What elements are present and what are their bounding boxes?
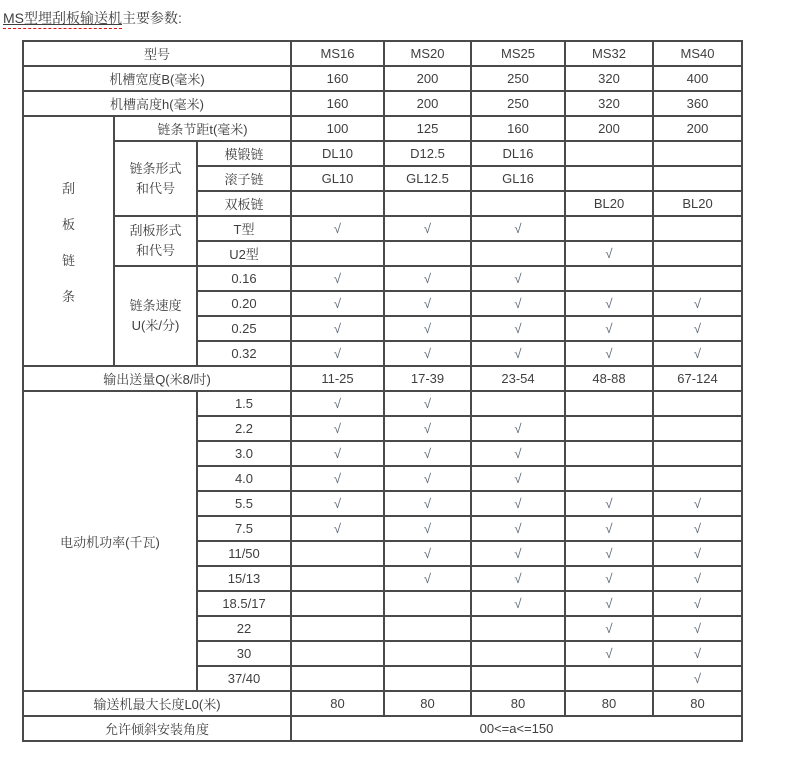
check-cell: √ (565, 241, 653, 266)
check-cell: √ (653, 291, 742, 316)
cell: D12.5 (384, 141, 471, 166)
check-cell: √ (384, 391, 471, 416)
cell: 320 (565, 66, 653, 91)
check-cell (471, 666, 565, 691)
label-double-plate-chain: 双板链 (197, 191, 291, 216)
label-power-kw: 4.0 (197, 466, 291, 491)
label-power-kw: 30 (197, 641, 291, 666)
vchar: 链 (61, 252, 75, 268)
check-cell (653, 441, 742, 466)
label-trough-height: 机槽高度h(毫米) (23, 91, 291, 116)
check-cell (653, 241, 742, 266)
check-cell (471, 391, 565, 416)
label-power-kw: 1.5 (197, 391, 291, 416)
check-cell (291, 566, 384, 591)
check-cell: √ (291, 466, 384, 491)
tilt-angle-value: 00<=a<=150 (291, 716, 742, 741)
label-power-kw: 37/40 (197, 666, 291, 691)
check-cell (653, 416, 742, 441)
check-cell: √ (565, 291, 653, 316)
cell: 160 (291, 66, 384, 91)
check-cell: √ (653, 591, 742, 616)
cell (565, 141, 653, 166)
label-speed-025: 0.25 (197, 316, 291, 341)
cell: 80 (384, 691, 471, 716)
row-max-length (23, 691, 742, 716)
check-cell: √ (384, 416, 471, 441)
label-speed-020: 0.20 (197, 291, 291, 316)
cell: DL10 (291, 141, 384, 166)
row-t-type (23, 216, 742, 241)
cell: 320 (565, 91, 653, 116)
cell: 200 (384, 91, 471, 116)
label-trough-width: 机槽宽度B(毫米) (23, 66, 291, 91)
check-cell (384, 591, 471, 616)
check-cell: √ (471, 216, 565, 241)
check-cell (565, 266, 653, 291)
check-cell: √ (291, 516, 384, 541)
cell: 67-124 (653, 366, 742, 391)
check-cell (291, 616, 384, 641)
cell: 100 (291, 116, 384, 141)
check-cell (565, 391, 653, 416)
label-model: 型号 (23, 41, 291, 66)
check-cell: √ (291, 491, 384, 516)
check-cell (565, 666, 653, 691)
check-cell: √ (291, 441, 384, 466)
check-cell (565, 416, 653, 441)
check-cell (471, 241, 565, 266)
check-cell: √ (653, 566, 742, 591)
cell: 17-39 (384, 366, 471, 391)
check-cell: √ (653, 341, 742, 366)
cell: 80 (565, 691, 653, 716)
check-cell: √ (565, 616, 653, 641)
label-power-kw: 3.0 (197, 441, 291, 466)
check-cell (653, 216, 742, 241)
check-cell: √ (384, 516, 471, 541)
check-cell (291, 666, 384, 691)
check-cell: √ (565, 541, 653, 566)
check-cell: √ (653, 516, 742, 541)
check-cell: √ (291, 316, 384, 341)
label-power-kw: 5.5 (197, 491, 291, 516)
label-speed-016: 0.16 (197, 266, 291, 291)
check-cell: √ (471, 491, 565, 516)
cell: 250 (471, 91, 565, 116)
cell: 80 (291, 691, 384, 716)
check-cell: √ (384, 466, 471, 491)
cell: BL20 (653, 191, 742, 216)
spec-table (22, 40, 743, 742)
check-cell: √ (291, 391, 384, 416)
check-cell (384, 241, 471, 266)
check-cell: √ (565, 591, 653, 616)
cell (653, 141, 742, 166)
check-cell: √ (384, 216, 471, 241)
cell: GL16 (471, 166, 565, 191)
row-trough-width (23, 66, 742, 91)
cell: 200 (653, 116, 742, 141)
check-cell: √ (384, 541, 471, 566)
check-cell (471, 641, 565, 666)
label-chain-speed (114, 266, 197, 366)
check-cell (653, 391, 742, 416)
cell: 80 (471, 691, 565, 716)
check-cell (565, 466, 653, 491)
check-cell (653, 266, 742, 291)
label-tilt-angle: 允许倾斜安装角度 (23, 716, 291, 741)
cell: 11-25 (291, 366, 384, 391)
check-cell: √ (565, 316, 653, 341)
cell: 160 (291, 91, 384, 116)
check-cell: √ (471, 291, 565, 316)
cell: 80 (653, 691, 742, 716)
label-max-length: 输送机最大长度L0(米) (23, 691, 291, 716)
cell: DL16 (471, 141, 565, 166)
check-cell: √ (565, 516, 653, 541)
label-power-kw: 22 (197, 616, 291, 641)
cell: 160 (471, 116, 565, 141)
check-cell: √ (384, 316, 471, 341)
label-power-kw: 11/50 (197, 541, 291, 566)
check-cell (384, 616, 471, 641)
check-cell (291, 541, 384, 566)
check-cell: √ (384, 266, 471, 291)
cell (565, 166, 653, 191)
check-cell: √ (291, 341, 384, 366)
row-output (23, 366, 742, 391)
check-cell: √ (565, 341, 653, 366)
title-keyword-link[interactable]: MS型埋刮板输送机 (3, 10, 122, 29)
label-power-kw: 18.5/17 (197, 591, 291, 616)
label-power-kw: 2.2 (197, 416, 291, 441)
label-output: 输出送量Q(米8/时) (23, 366, 291, 391)
check-cell: √ (471, 591, 565, 616)
label-line: 刮板形式 (129, 223, 182, 238)
check-cell: √ (471, 266, 565, 291)
check-cell: √ (471, 316, 565, 341)
check-cell: √ (384, 341, 471, 366)
cell: 360 (653, 91, 742, 116)
label-line: U(米/分) (131, 318, 180, 333)
row-trough-height (23, 91, 742, 116)
check-cell (291, 241, 384, 266)
cell: 200 (384, 66, 471, 91)
cell (291, 191, 384, 216)
header-ms20: MS20 (384, 41, 471, 66)
check-cell: √ (653, 316, 742, 341)
row-tilt-angle (23, 716, 742, 741)
check-cell: √ (471, 516, 565, 541)
check-cell: √ (565, 491, 653, 516)
check-cell (291, 591, 384, 616)
check-cell: √ (653, 541, 742, 566)
title-suffix: 主要参数: (122, 10, 182, 26)
check-cell: √ (565, 566, 653, 591)
check-cell: √ (291, 291, 384, 316)
label-chain-form (114, 141, 197, 216)
check-cell: √ (653, 491, 742, 516)
label-u2-type: U2型 (197, 241, 291, 266)
header-ms25: MS25 (471, 41, 565, 66)
scraper-chain-vertical-text (26, 178, 111, 305)
check-cell (471, 616, 565, 641)
label-scraper-form (114, 216, 197, 266)
check-cell (653, 466, 742, 491)
row-speed-016 (23, 266, 742, 291)
check-cell: √ (384, 291, 471, 316)
check-cell (565, 216, 653, 241)
cell: 23-54 (471, 366, 565, 391)
label-motor-power: 电动机功率(千瓦) (23, 391, 197, 691)
label-line: 链条形式 (129, 160, 182, 176)
check-cell (384, 641, 471, 666)
cell: 48-88 (565, 366, 653, 391)
check-cell: √ (291, 266, 384, 291)
header-ms16: MS16 (291, 41, 384, 66)
cell: BL20 (565, 191, 653, 216)
cell (653, 166, 742, 191)
vchar: 刮 (61, 180, 75, 196)
check-cell: √ (471, 416, 565, 441)
page-title (3, 9, 796, 27)
row-chain-pitch (23, 116, 742, 141)
label-power-kw: 15/13 (197, 566, 291, 591)
header-ms40: MS40 (653, 41, 742, 66)
label-roller-chain: 滚子链 (197, 166, 291, 191)
header-ms32: MS32 (565, 41, 653, 66)
check-cell: √ (471, 541, 565, 566)
label-line: 和代号 (135, 180, 175, 196)
cell: 200 (565, 116, 653, 141)
label-scraper-chain-vertical (23, 116, 114, 366)
cell: GL12.5 (384, 166, 471, 191)
label-forged-chain: 模锻链 (197, 141, 291, 166)
vchar: 板 (61, 216, 75, 232)
check-cell (384, 666, 471, 691)
cell: 125 (384, 116, 471, 141)
check-cell: √ (653, 616, 742, 641)
check-cell: √ (384, 441, 471, 466)
check-cell: √ (291, 216, 384, 241)
row-power-1-5 (23, 391, 742, 416)
check-cell: √ (384, 566, 471, 591)
cell: 250 (471, 66, 565, 91)
cell (471, 191, 565, 216)
cell (384, 191, 471, 216)
label-power-kw: 7.5 (197, 516, 291, 541)
label-line: 和代号 (135, 243, 175, 258)
row-model (23, 41, 742, 66)
check-cell: √ (471, 466, 565, 491)
check-cell: √ (471, 566, 565, 591)
label-t-type: T型 (197, 216, 291, 241)
row-forged-chain (23, 141, 742, 166)
check-cell: √ (384, 491, 471, 516)
check-cell: √ (653, 641, 742, 666)
label-line: 链条速度 (129, 298, 182, 313)
label-speed-032: 0.32 (197, 341, 291, 366)
check-cell: √ (471, 441, 565, 466)
check-cell (291, 641, 384, 666)
check-cell: √ (471, 341, 565, 366)
check-cell: √ (565, 641, 653, 666)
check-cell (565, 441, 653, 466)
check-cell: √ (291, 416, 384, 441)
label-chain-pitch: 链条节距t(毫米) (114, 116, 291, 141)
vchar: 条 (61, 288, 75, 304)
cell: 400 (653, 66, 742, 91)
check-cell: √ (653, 666, 742, 691)
cell: GL10 (291, 166, 384, 191)
